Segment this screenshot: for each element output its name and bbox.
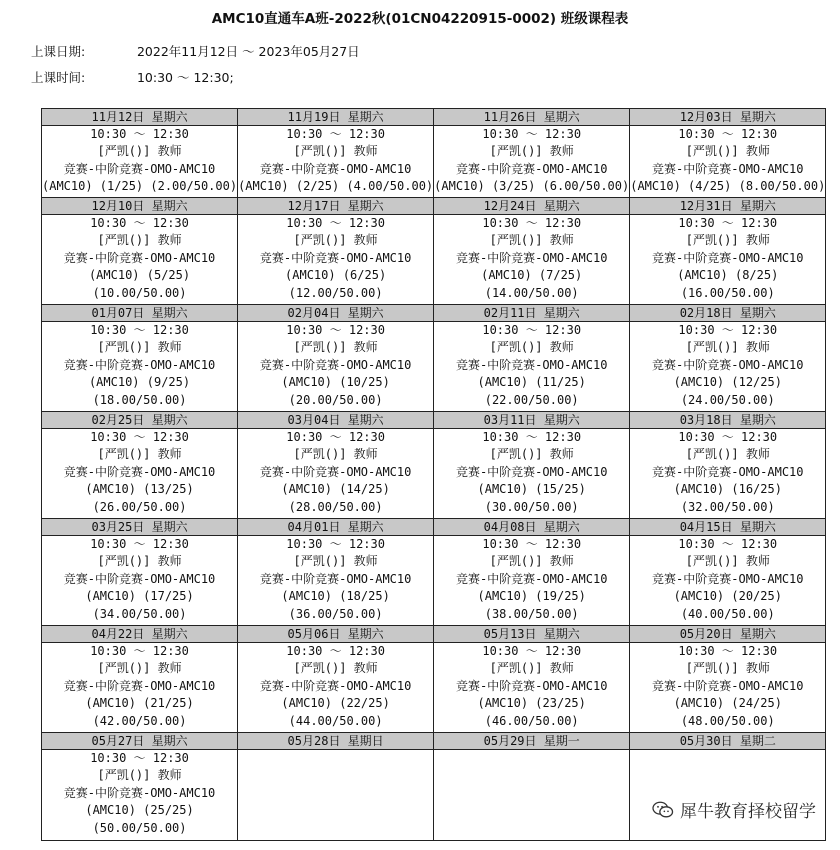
day-header: 01月07日 星期六 xyxy=(42,305,238,322)
session-line: 10:30 ～ 12:30 xyxy=(90,644,189,658)
session-line: [严凯()] 教师 xyxy=(293,144,378,159)
session-line: (40.00/50.00) xyxy=(680,606,775,621)
session-line: [严凯()] 教师 xyxy=(293,661,378,676)
session-line: (14.00/50.00) xyxy=(484,285,579,300)
day-header: 11月26日 星期六 xyxy=(434,109,630,126)
day-header: 11月12日 星期六 xyxy=(42,109,238,126)
session-cell xyxy=(434,322,630,412)
session-line: 10:30 ～ 12:30 xyxy=(286,644,385,658)
session-line: (26.00/50.00) xyxy=(92,499,187,514)
session-line: 10:30 ～ 12:30 xyxy=(90,127,189,141)
day-header: 12月24日 星期六 xyxy=(434,198,630,215)
day-header: 05月27日 星期六 xyxy=(42,733,238,750)
day-header: 03月25日 星期六 xyxy=(42,519,238,536)
session-line: (AMC10) (24/25) xyxy=(673,696,782,711)
session-line: (AMC10) (11/25) xyxy=(477,375,586,390)
session-line: 竞赛-中阶竞赛-OMO-AMC10 xyxy=(63,161,216,176)
session-line: 10:30 ～ 12:30 xyxy=(90,216,189,230)
session-line: [严凯()] 教师 xyxy=(293,447,378,462)
session-line: (AMC10) (3/25) (6.00/50.00) xyxy=(434,179,630,194)
session-line: 竞赛-中阶竞赛-OMO-AMC10 xyxy=(455,678,608,693)
day-header: 12月03日 星期六 xyxy=(630,109,826,126)
session-line: (AMC10) (9/25) xyxy=(88,375,191,390)
day-header: 12月10日 星期六 xyxy=(42,198,238,215)
session-line: [严凯()] 教师 xyxy=(685,144,770,159)
week-header-row xyxy=(42,733,826,750)
session-cell xyxy=(630,322,826,412)
session-line: [严凯()] 教师 xyxy=(489,447,574,462)
day-header: 11月19日 星期六 xyxy=(238,109,434,126)
week-body-row xyxy=(42,322,826,412)
session-line: (46.00/50.00) xyxy=(484,713,579,728)
session-line: 10:30 ～ 12:30 xyxy=(286,430,385,444)
session-line: [严凯()] 教师 xyxy=(293,233,378,248)
session-line: (AMC10) (8/25) xyxy=(677,268,779,283)
session-line: [严凯()] 教师 xyxy=(489,554,574,569)
session-line: (AMC10) (25/25) xyxy=(85,803,194,818)
day-header: 04月01日 星期六 xyxy=(238,519,434,536)
session-line: [严凯()] 教师 xyxy=(489,233,574,248)
session-line: (AMC10) (18/25) xyxy=(281,589,390,604)
session-line: [严凯()] 教师 xyxy=(97,340,182,355)
session-line: 竞赛-中阶竞赛-OMO-AMC10 xyxy=(259,357,412,372)
session-line: 10:30 ～ 12:30 xyxy=(90,751,189,765)
session-line: 竞赛-中阶竞赛-OMO-AMC10 xyxy=(63,785,216,800)
session-line: 10:30 ～ 12:30 xyxy=(482,127,582,141)
session-line: (42.00/50.00) xyxy=(92,713,187,728)
session-line: 10:30 ～ 12:30 xyxy=(678,430,778,444)
session-cell xyxy=(238,750,434,841)
session-line: (24.00/50.00) xyxy=(680,392,775,407)
session-cell xyxy=(238,643,434,733)
session-line: (36.00/50.00) xyxy=(288,606,383,621)
session-line: [严凯()] 教师 xyxy=(97,768,182,783)
day-header: 02月18日 星期六 xyxy=(630,305,826,322)
session-line: (48.00/50.00) xyxy=(680,713,775,728)
session-cell xyxy=(630,215,826,305)
class-date-label: 上课日期: xyxy=(31,44,86,59)
day-header: 04月15日 星期六 xyxy=(630,519,826,536)
session-line: 竞赛-中阶竞赛-OMO-AMC10 xyxy=(259,571,412,586)
week-body-row xyxy=(42,750,826,841)
session-line: 竞赛-中阶竞赛-OMO-AMC10 xyxy=(63,678,216,693)
session-line: 10:30 ～ 12:30 xyxy=(678,537,778,551)
session-cell xyxy=(630,126,826,198)
session-cell xyxy=(42,126,238,198)
session-line: (AMC10) (5/25) xyxy=(88,268,191,283)
day-header: 04月22日 星期六 xyxy=(42,626,238,643)
session-line: 10:30 ～ 12:30 xyxy=(286,537,385,551)
session-cell xyxy=(434,536,630,626)
session-cell xyxy=(434,126,630,198)
session-line: 竞赛-中阶竞赛-OMO-AMC10 xyxy=(63,357,216,372)
session-line: (AMC10) (6/25) xyxy=(285,268,387,283)
session-line: (34.00/50.00) xyxy=(92,606,187,621)
session-line: 竞赛-中阶竞赛-OMO-AMC10 xyxy=(63,250,216,265)
day-header: 05月28日 星期日 xyxy=(238,733,434,750)
week-header-row xyxy=(42,626,826,643)
session-line: [严凯()] 教师 xyxy=(685,340,770,355)
week-header-row xyxy=(42,412,826,429)
session-line: [严凯()] 教师 xyxy=(489,144,574,159)
class-time-row xyxy=(31,68,234,86)
session-line: 竞赛-中阶竞赛-OMO-AMC10 xyxy=(652,571,804,586)
session-line: (AMC10) (22/25) xyxy=(281,696,390,711)
session-cell xyxy=(42,536,238,626)
session-line: 10:30 ～ 12:30 xyxy=(90,430,189,444)
week-header-row xyxy=(42,519,826,536)
class-date-row xyxy=(31,42,360,60)
session-line: (AMC10) (16/25) xyxy=(673,482,782,497)
session-line: [严凯()] 教师 xyxy=(293,554,378,569)
session-line: (32.00/50.00) xyxy=(680,499,775,514)
session-line: [严凯()] 教师 xyxy=(97,554,182,569)
session-line: 竞赛-中阶竞赛-OMO-AMC10 xyxy=(652,678,804,693)
session-line: 10:30 ～ 12:30 xyxy=(90,323,189,337)
session-line: 竞赛-中阶竞赛-OMO-AMC10 xyxy=(63,571,216,586)
session-line: 10:30 ～ 12:30 xyxy=(90,537,189,551)
week-body-row xyxy=(42,643,826,733)
session-line: (AMC10) (2/25) (4.00/50.00) xyxy=(238,179,434,194)
session-line: (28.00/50.00) xyxy=(288,499,383,514)
session-cell xyxy=(434,750,630,841)
session-line: [严凯()] 教师 xyxy=(293,340,378,355)
session-cell xyxy=(630,750,826,841)
session-line: [严凯()] 教师 xyxy=(685,661,770,676)
session-line: 竞赛-中阶竞赛-OMO-AMC10 xyxy=(455,357,608,372)
session-line: [严凯()] 教师 xyxy=(685,233,770,248)
day-header: 05月06日 星期六 xyxy=(238,626,434,643)
day-header: 02月25日 星期六 xyxy=(42,412,238,429)
session-line: (AMC10) (12/25) xyxy=(673,375,782,390)
session-line: [严凯()] 教师 xyxy=(97,144,182,159)
session-line: 竞赛-中阶竞赛-OMO-AMC10 xyxy=(652,161,804,176)
session-line: 10:30 ～ 12:30 xyxy=(482,644,582,658)
session-line: 10:30 ～ 12:30 xyxy=(286,127,385,141)
session-cell xyxy=(630,536,826,626)
session-line: 10:30 ～ 12:30 xyxy=(286,323,385,337)
session-line: 10:30 ～ 12:30 xyxy=(678,644,778,658)
day-header: 05月20日 星期六 xyxy=(630,626,826,643)
session-line: (AMC10) (4/25) (8.00/50.00) xyxy=(630,179,826,194)
class-time-label: 上课时间: xyxy=(31,70,86,85)
session-line: 10:30 ～ 12:30 xyxy=(678,216,778,230)
session-line: (AMC10) (10/25) xyxy=(281,375,390,390)
session-cell xyxy=(42,215,238,305)
session-line: (AMC10) (1/25) (2.00/50.00) xyxy=(42,179,238,194)
session-line: (10.00/50.00) xyxy=(92,285,187,300)
class-time-value: 10:30 ～ 12:30; xyxy=(136,70,234,85)
session-line: 10:30 ～ 12:30 xyxy=(286,216,385,230)
session-line: 竞赛-中阶竞赛-OMO-AMC10 xyxy=(652,250,804,265)
session-cell xyxy=(42,750,238,841)
session-line: 竞赛-中阶竞赛-OMO-AMC10 xyxy=(652,464,804,479)
session-line: (20.00/50.00) xyxy=(288,392,383,407)
session-line: [严凯()] 教师 xyxy=(97,447,182,462)
session-line: (AMC10) (20/25) xyxy=(673,589,782,604)
session-line: 竞赛-中阶竞赛-OMO-AMC10 xyxy=(455,571,608,586)
session-line: 竞赛-中阶竞赛-OMO-AMC10 xyxy=(63,464,216,479)
session-line: 竞赛-中阶竞赛-OMO-AMC10 xyxy=(652,357,804,372)
session-line: (AMC10) (15/25) xyxy=(477,482,586,497)
session-line: 竞赛-中阶竞赛-OMO-AMC10 xyxy=(259,161,412,176)
week-body-row xyxy=(42,215,826,305)
session-cell xyxy=(238,429,434,519)
session-cell xyxy=(630,643,826,733)
session-line: (22.00/50.00) xyxy=(484,392,579,407)
week-header-row xyxy=(42,109,826,126)
session-line: 竞赛-中阶竞赛-OMO-AMC10 xyxy=(455,464,608,479)
session-line: [严凯()] 教师 xyxy=(489,661,574,676)
week-header-row xyxy=(42,198,826,215)
session-line: (AMC10) (21/25) xyxy=(85,696,194,711)
day-header: 03月18日 星期六 xyxy=(630,412,826,429)
session-line: (16.00/50.00) xyxy=(680,285,775,300)
session-line: 10:30 ～ 12:30 xyxy=(678,127,778,141)
wechat-icon xyxy=(652,800,674,820)
session-cell xyxy=(42,643,238,733)
session-line: [严凯()] 教师 xyxy=(685,447,770,462)
class-date-value: 2022年11月12日 ～ 2023年05月27日 xyxy=(136,44,360,59)
session-cell xyxy=(238,126,434,198)
day-header: 04月08日 星期六 xyxy=(434,519,630,536)
session-line: 竞赛-中阶竞赛-OMO-AMC10 xyxy=(259,678,412,693)
day-header: 02月11日 星期六 xyxy=(434,305,630,322)
session-line: (AMC10) (13/25) xyxy=(85,482,194,497)
session-line: (18.00/50.00) xyxy=(92,392,187,407)
day-header: 12月17日 星期六 xyxy=(238,198,434,215)
session-line: [严凯()] 教师 xyxy=(97,661,182,676)
session-line: (38.00/50.00) xyxy=(484,606,579,621)
session-line: (12.00/50.00) xyxy=(288,285,383,300)
day-header: 02月04日 星期六 xyxy=(238,305,434,322)
session-line: 10:30 ～ 12:30 xyxy=(482,537,582,551)
week-body-row xyxy=(42,126,826,198)
session-cell xyxy=(238,322,434,412)
session-cell xyxy=(42,322,238,412)
session-cell xyxy=(434,643,630,733)
session-line: [严凯()] 教师 xyxy=(489,340,574,355)
session-line: [严凯()] 教师 xyxy=(97,233,182,248)
session-line: (AMC10) (23/25) xyxy=(477,696,586,711)
session-line: 竞赛-中阶竞赛-OMO-AMC10 xyxy=(259,250,412,265)
session-line: (AMC10) (17/25) xyxy=(85,589,194,604)
session-line: [严凯()] 教师 xyxy=(685,554,770,569)
session-cell xyxy=(434,215,630,305)
session-line: (AMC10) (14/25) xyxy=(281,482,390,497)
day-header: 03月11日 星期六 xyxy=(434,412,630,429)
week-body-row xyxy=(42,536,826,626)
session-cell xyxy=(238,536,434,626)
session-cell xyxy=(630,429,826,519)
session-cell xyxy=(42,429,238,519)
session-line: 10:30 ～ 12:30 xyxy=(482,430,582,444)
session-line: 10:30 ～ 12:30 xyxy=(482,323,582,337)
session-line: 10:30 ～ 12:30 xyxy=(482,216,582,230)
session-line: (AMC10) (19/25) xyxy=(477,589,586,604)
session-line: 竞赛-中阶竞赛-OMO-AMC10 xyxy=(455,250,608,265)
day-header: 05月13日 星期六 xyxy=(434,626,630,643)
page-title: AMC10直通车A班-2022秋(01CN04220915-0002) 班级课程表 xyxy=(211,11,629,27)
session-cell xyxy=(434,429,630,519)
session-line: 竞赛-中阶竞赛-OMO-AMC10 xyxy=(455,161,608,176)
day-header: 03月04日 星期六 xyxy=(238,412,434,429)
schedule-table xyxy=(41,108,826,841)
session-line: 10:30 ～ 12:30 xyxy=(678,323,778,337)
session-line: (30.00/50.00) xyxy=(484,499,579,514)
session-line: (50.00/50.00) xyxy=(92,820,187,835)
watermark xyxy=(652,797,816,822)
session-line: 竞赛-中阶竞赛-OMO-AMC10 xyxy=(259,464,412,479)
watermark-text: 犀牛教育择校留学 xyxy=(680,802,816,822)
session-line: (AMC10) (7/25) xyxy=(481,268,583,283)
day-header: 05月30日 星期二 xyxy=(630,733,826,750)
week-body-row xyxy=(42,429,826,519)
session-line: (44.00/50.00) xyxy=(288,713,383,728)
day-header: 12月31日 星期六 xyxy=(630,198,826,215)
day-header: 05月29日 星期一 xyxy=(434,733,630,750)
session-cell xyxy=(238,215,434,305)
week-header-row xyxy=(42,305,826,322)
